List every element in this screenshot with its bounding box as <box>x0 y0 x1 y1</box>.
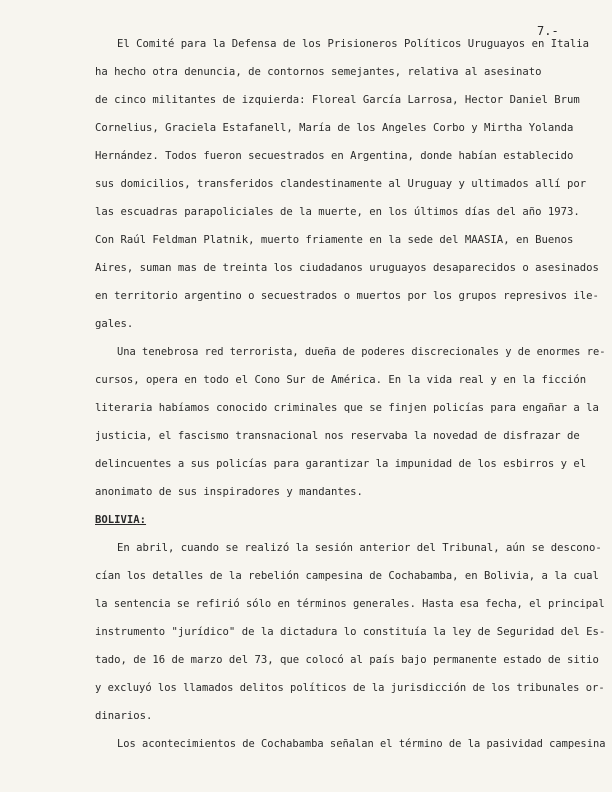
text-line: las escuadras parapoliciales de la muerte, en los últimos días del año 1973. <box>95 206 580 218</box>
text-line: Los acontecimientos de Cochabamba señalan el término de la pasividad campesina <box>117 738 606 750</box>
text-line: Aires, suman mas de treinta los ciudadanos uruguayos desaparecidos o asesinados <box>95 262 599 274</box>
section-heading: BOLIVIA: <box>95 514 147 526</box>
text-line: dinarios. <box>95 710 153 722</box>
text-line: Con Raúl Feldman Platnik, muerto friamente en la sede del MAASIA, en Buenos <box>95 234 574 246</box>
text-line: El Comité para la Defensa de los Prisioneros Políticos Uruguayos en Italia <box>117 38 589 50</box>
text-line: instrumento "jurídico" de la dictadura lo constituía la ley de Seguridad del Es- <box>95 626 606 638</box>
text-line: tado, de 16 de marzo del 73, que colocó al país bajo permanente estado de sitio <box>95 654 599 666</box>
text-line: delincuentes a sus policías para garantizar la impunidad de los esbirros y el <box>95 458 587 470</box>
text-line: Hernández. Todos fueron secuestrados en Argentina, donde habían establecido <box>95 150 574 162</box>
text-line: Cornelius, Graciela Estafanell, María de los Angeles Corbo y Mirtha Yolanda <box>95 122 574 134</box>
text-line: sus domicilios, transferidos clandestinamente al Uruguay y ultimados allí por <box>95 178 587 190</box>
text-line: gales. <box>95 318 134 330</box>
text-line: la sentencia se refirió sólo en términos generales. Hasta esa fecha, el principal <box>95 598 605 610</box>
text-line: de cinco militantes de izquierda: Floreal García Larrosa, Hector Daniel Brum <box>95 94 580 106</box>
text-line: Una tenebrosa red terrorista, dueña de poderes discrecionales y de enormes re- <box>117 346 606 358</box>
text-line: en territorio argentino o secuestrados o muertos por los grupos represivos ile- <box>95 290 599 302</box>
text-line: y excluyó los llamados delitos políticos de la jurisdicción de los tribunales or- <box>95 682 605 694</box>
page-number: 7.- <box>537 24 559 38</box>
text-line: literaria habíamos conocido criminales que se finjen policías para engañar a la <box>95 402 599 414</box>
text-line: cursos, opera en todo el Cono Sur de América. En la vida real y en la ficción <box>95 374 587 386</box>
text-line: ha hecho otra denuncia, de contornos semejantes, relativa al asesinato <box>95 66 542 78</box>
text-line: En abril, cuando se realizó la sesión anterior del Tribunal, aún se descono- <box>117 542 602 554</box>
text-line: anonimato de sus inspiradores y mandantes. <box>95 486 363 498</box>
text-line: justicia, el fascismo transnacional nos reservaba la novedad de disfrazar de <box>95 430 580 442</box>
text-line: cían los detalles de la rebelión campesina de Cochabamba, en Bolivia, a la cual <box>95 570 599 582</box>
